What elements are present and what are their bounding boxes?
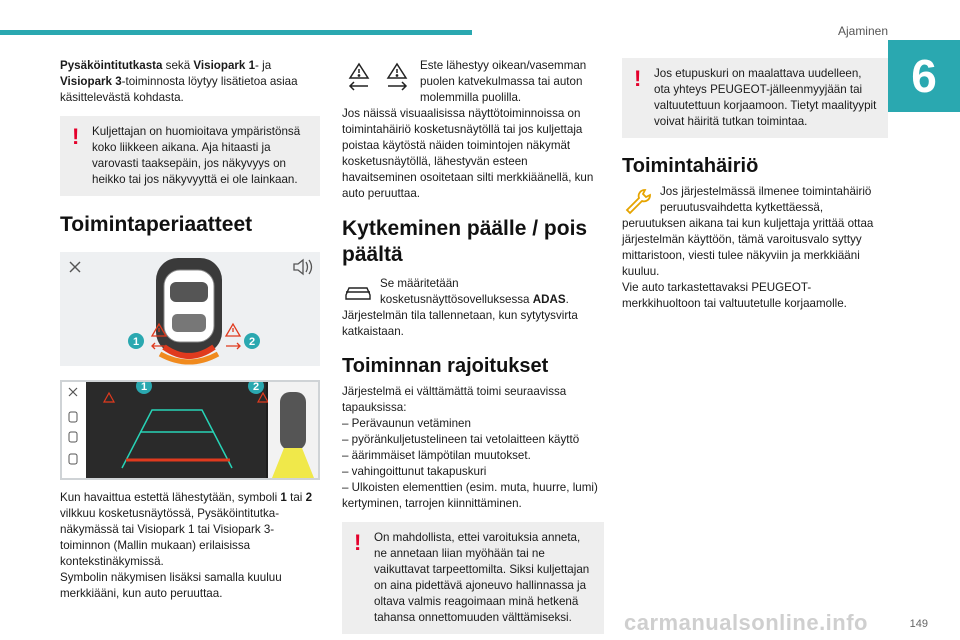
column-right (622, 58, 888, 312)
list-item: – Ulkoisten elementtien (esim. muta, huurre, lumi) kertyminen, tarrojen kiinnittäminen. (342, 480, 604, 512)
column-middle (342, 58, 604, 634)
svg-text:2: 2 (248, 336, 256, 348)
list-item: – äärimmäiset lämpötilan muutokset. (342, 448, 604, 464)
state-saved-paragraph: Järjestelmän tila tallennetaan, kun sytytysvirta katkaistaan. (342, 309, 578, 338)
right-blindspot-warning-icon (380, 60, 414, 94)
malfunction-paragraph: Jos järjestelmässä ilmenee toimintahäiriö peruutusvaihdetta kytkettäessä, peruutuksen aikana tai kun kuljettaja yrittää ottaa järjestelmän käyttöön, tämä varoitusvalo syttyy mittaristoon, viesti tulee näkyviin ja merkkiääni kuuluu. (622, 185, 874, 278)
sound-paragraph: Symbolin näkymisen lisäksi samalla kuuluu merkkiääni, kun auto peruuttaa. (60, 571, 282, 600)
svg-text:2: 2 (252, 382, 260, 393)
limitations-intro: Järjestelmä ei välttämättä toimi seuraavissa tapauksissa: (342, 385, 567, 414)
wrench-warning-icon (622, 186, 654, 216)
adas-paragraph: Se määritetään kosketusnäyttösovelluksessa ADAS. (380, 277, 569, 306)
car-top-view-icon (280, 392, 306, 450)
watermark: carmanualsonline.info (624, 610, 868, 635)
left-blindspot-warning-icon (342, 60, 376, 94)
limitations-list (342, 416, 604, 512)
section-heading: Toimintaperiaatteet (60, 213, 253, 236)
blindspot-paragraph: Este lähestyy oikean/vasemman puolen katvekulmassa tai auton molemmilla puolilla. (420, 59, 587, 104)
section-heading: Kytkeminen päälle / pois päältä (342, 217, 588, 266)
close-icon (70, 262, 80, 272)
svg-text:1: 1 (140, 382, 148, 393)
malfunction-display-paragraph: Jos näissä visuaalisissa näyttötoiminnoissa on toimintahäiriö kosketusnäytöllä tai jos kuljettaja poistaa käytöstä näiden toimintojen näkymät kosketusnäytöllä, lähestyvän esteen havaitseminen osoitetaan silti merkkiäänellä, kun auto peruuttaa. (342, 107, 594, 200)
car-settings-icon (342, 278, 374, 306)
car-top-view-icon (156, 258, 222, 354)
symbol-paragraph: Kun havaittua estettä lähestytään, symboli 1 tai 2 vilkkuu kosketusnäytössä, Pysäköintitutka-näkymässä tai Visiopark 1 tai Visiopark 3-toiminnon (Mallin mukaan) erilaisissa kontekstinäkymissä. (60, 491, 313, 568)
exclamation-warning-icon: ! (634, 66, 642, 91)
section-heading: Toiminnan rajoitukset (342, 355, 549, 377)
malfunction-icon-box (622, 186, 654, 216)
blindspot-icons (342, 60, 414, 94)
right-blindspot-warning-icon (226, 324, 240, 349)
svg-text:1: 1 (132, 336, 140, 348)
warning-box: ! Kuljettajan on huomioitava ympäristönsä koko liikkeen aikana. Aja hitaasti ja varovasti taaksepäin, jos näkyvyys on heikko tai jos näkyvyyttä ei ole lainkaan. (60, 116, 320, 196)
column-left (60, 58, 320, 602)
list-item: – pyöränkuljetustelineen tai vetolaitteen käyttö (342, 432, 604, 448)
service-paragraph: Vie auto tarkastettavaksi PEUGEOT-merkkihuoltoon tai valtuutetulle korjaamolle. (622, 281, 847, 310)
parking-radar-illustration (60, 252, 320, 366)
callout-2-marker (244, 333, 260, 349)
section-title: Ajaminen (837, 24, 888, 38)
page-number: 149 (909, 618, 928, 630)
chapter-number-tab: 6 (888, 40, 960, 112)
callout-1-marker (128, 333, 144, 349)
sound-icon (294, 260, 312, 274)
adas-icon-box (342, 278, 374, 306)
top-accent-bar (0, 30, 472, 35)
exclamation-warning-icon: ! (72, 124, 80, 149)
warning-box: ! Jos etupuskuri on maalattava uudelleen, ota yhteys PEUGEOT-jälleenmyyjään tai valtuutettuun korjaamoon. Tietyt maalityypit voivat häiritä tutkan toimintaa. (622, 58, 888, 138)
exclamation-warning-icon: ! (354, 530, 362, 555)
visiopark-camera-illustration (60, 380, 320, 480)
section-heading: Toimintahäiriö (622, 155, 759, 177)
intro-paragraph: Pysäköintitutkasta sekä Visiopark 1- ja Visiopark 3-toiminnosta löytyy lisätietoa asiaa käsittelevästä kohdasta. (60, 59, 298, 104)
list-item: – vahingoittunut takapuskuri (342, 464, 604, 480)
warning-box: ! On mahdollista, ettei varoituksia anneta, ne annetaan liian myöhään tai ne vaikuttavat tarpeettomilta. Siksi kuljettajan on aina pidettävä ajoneuvo hallinnassa ja oltava valmis reagoimaan minä hetkenä tahansa onnettomuuden välttämiseksi. (342, 522, 604, 634)
list-item: – Perävaunun vetäminen (342, 416, 604, 432)
